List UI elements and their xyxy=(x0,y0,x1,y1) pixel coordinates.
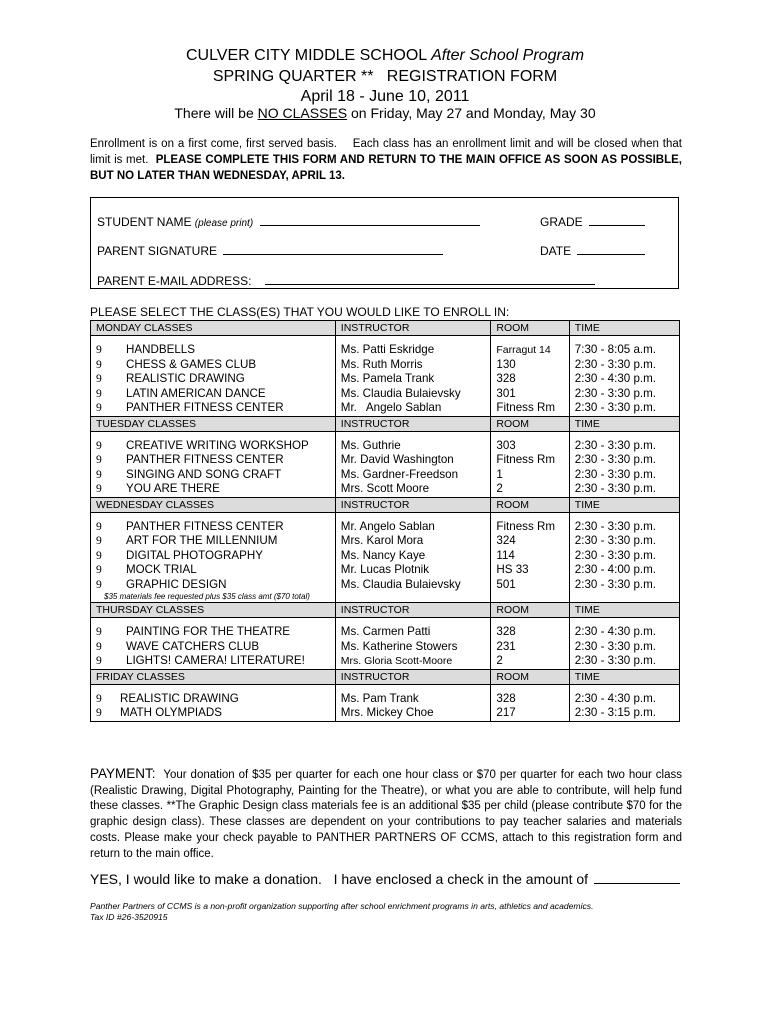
instructor: Ms. Carmen Patti xyxy=(335,625,491,640)
class-name: LATIN AMERICAN DANCE xyxy=(126,386,266,400)
table-row[interactable] xyxy=(91,692,680,707)
column-room: ROOM xyxy=(491,416,569,431)
class-name: MATH OLYMPIADS xyxy=(120,706,222,719)
email-label: PARENT E-MAIL ADDRESS: xyxy=(97,274,252,288)
time: 2:30 - 3:30 p.m. xyxy=(569,387,679,402)
class-name: CHESS & GAMES CLUB xyxy=(126,357,257,371)
instructor: Mr. David Washington xyxy=(335,453,491,468)
instructor: Ms. Nancy Kaye xyxy=(335,549,491,564)
class-name: HANDBELLS xyxy=(126,343,195,356)
time: 2:30 - 4:30 p.m. xyxy=(569,692,679,707)
table-row[interactable] xyxy=(91,563,680,578)
class-name: LIGHTS! CAMERA! LITERATURE! xyxy=(126,654,305,667)
checkbox[interactable]: 9 xyxy=(96,548,102,562)
notice-suffix: on Friday, May 27 and Monday, May 30 xyxy=(347,105,596,121)
time: 2:30 - 3:30 p.m. xyxy=(569,520,679,535)
class-name: PANTHER FITNESS CENTER xyxy=(126,401,284,414)
class-name: DIGITAL PHOTOGRAPHY xyxy=(126,548,264,562)
time: 2:30 - 4:00 p.m. xyxy=(569,563,679,578)
class-name: PANTHER FITNESS CENTER xyxy=(126,519,284,533)
room: Farragut 14 xyxy=(491,343,569,358)
table-row[interactable] xyxy=(91,549,680,564)
student-name-hint: (please print) xyxy=(194,218,254,229)
room: 2 xyxy=(491,654,569,669)
parent-signature-field[interactable] xyxy=(223,244,443,255)
checkbox[interactable]: 9 xyxy=(96,654,102,667)
checkbox[interactable]: 9 xyxy=(96,519,102,533)
instructor: Ms. Claudia Bulaievsky xyxy=(335,578,491,603)
room: 1 xyxy=(491,468,569,483)
date-field[interactable] xyxy=(577,244,645,255)
payment-paragraph xyxy=(90,766,682,862)
table-header-monday xyxy=(91,321,680,336)
footer-nonprofit-note: Panther Partners of CCMS is a non-profit organization supporting after school enrichment programs in arts, athletics and academics. xyxy=(90,901,594,911)
time: 7:30 - 8:05 a.m. xyxy=(569,343,679,358)
checkbox[interactable]: 9 xyxy=(96,706,102,719)
table-row[interactable] xyxy=(91,358,680,373)
column-time: TIME xyxy=(569,603,679,618)
table-row[interactable] xyxy=(91,439,680,454)
school-name: CULVER CITY MIDDLE SCHOOL xyxy=(185,47,427,64)
student-name-row xyxy=(97,215,480,231)
table-row[interactable] xyxy=(91,482,680,497)
instructor: Mr. Angelo Sablan xyxy=(335,401,491,416)
payment-text: Your donation of $35 per quarter for each one hour class or $70 per quarter for each two hour class (Realistic Drawing, Digital Photography, Painting for the Theatre), or what you are able to contribute, will help fund these classes. **The Graphic Design class materials fee is an additional $35 per child (please contribute $70 for the graphic design class). These classes are dependent on your contributions to pay teacher salaries and materials costs. Please make your check payable to PANTHER PARTNERS OF CCMS, attach to this registration form and return to the main office. xyxy=(90,769,683,860)
day-heading: FRIDAY CLASSES xyxy=(91,669,336,684)
checkbox[interactable]: 9 xyxy=(96,438,102,452)
time: 2:30 - 3:30 p.m. xyxy=(569,578,679,603)
table-header-tuesday xyxy=(91,416,680,431)
student-info-box xyxy=(90,197,679,289)
table-row[interactable] xyxy=(91,640,680,655)
time: 2:30 - 3:30 p.m. xyxy=(569,453,679,468)
room: 328 xyxy=(491,625,569,640)
class-name: GRAPHIC DESIGN xyxy=(126,577,227,591)
instructor: Ms. Patti Eskridge xyxy=(335,343,491,358)
time: 2:30 - 3:30 p.m. xyxy=(569,439,679,454)
class-name: CREATIVE WRITING WORKSHOP xyxy=(126,438,309,452)
instructor: Ms. Guthrie xyxy=(335,439,491,454)
room: Fitness Rm xyxy=(491,453,569,468)
enrollment-text: Enrollment is on a first come, first served basis. Each class has an enrollment limit and will be closed when that limit is met. xyxy=(90,138,686,166)
column-time: TIME xyxy=(569,497,679,512)
room: 130 xyxy=(491,358,569,373)
grade-label: GRADE xyxy=(540,215,583,229)
table-row[interactable] xyxy=(91,520,680,535)
footer-tax-id: Tax ID #26-3520915 xyxy=(90,912,168,922)
instructor: Ms. Pam Trank xyxy=(335,692,491,707)
parent-signature-row xyxy=(97,244,443,258)
parent-signature-label: PARENT SIGNATURE xyxy=(97,244,218,258)
footer xyxy=(90,901,690,923)
instructor: Mrs. Scott Moore xyxy=(335,482,491,497)
instructor: Mr. Angelo Sablan xyxy=(335,520,491,535)
instructor: Ms. Claudia Bulaievsky xyxy=(335,387,491,402)
notice-prefix: There will be xyxy=(174,105,258,121)
column-instructor: INSTRUCTOR xyxy=(335,497,491,512)
column-room: ROOM xyxy=(491,603,569,618)
checkbox[interactable]: 9 xyxy=(96,577,102,591)
instructor: Mr. Lucas Plotnik xyxy=(335,563,491,578)
room: 2 xyxy=(491,482,569,497)
enrollment-deadline: PLEASE COMPLETE THIS FORM AND RETURN TO THE MAIN OFFICE AS SOON AS POSSIBLE, BUT NO LATER THAN WEDNESDAY, APRIL 13. xyxy=(90,154,683,182)
date-label: DATE xyxy=(540,244,572,258)
materials-fee-note: $35 materials fee requested plus $35 class amt ($70 total) xyxy=(104,592,310,601)
time: 2:30 - 3:30 p.m. xyxy=(569,534,679,549)
time: 2:30 - 3:30 p.m. xyxy=(569,358,679,373)
instructor: Ms. Katherine Stowers xyxy=(335,640,491,655)
enrollment-instructions xyxy=(90,136,686,184)
program-name: After School Program xyxy=(431,47,585,64)
table-row[interactable] xyxy=(91,453,680,468)
grade-field[interactable] xyxy=(589,215,645,226)
checkbox[interactable]: 9 xyxy=(96,357,102,371)
column-time: TIME xyxy=(569,669,679,684)
date-range: April 18 - June 10, 2011 xyxy=(300,88,470,105)
donation-line xyxy=(90,870,680,888)
school-title xyxy=(0,46,770,66)
column-instructor: INSTRUCTOR xyxy=(335,669,491,684)
room: 303 xyxy=(491,439,569,454)
class-name: YOU ARE THERE xyxy=(126,482,220,495)
notice-emphasis: NO CLASSES xyxy=(257,105,348,121)
instructor: Mrs. Karol Mora xyxy=(335,534,491,549)
table-row[interactable] xyxy=(91,343,680,358)
instructor: Mrs. Mickey Choe xyxy=(335,706,491,721)
table-header-thursday xyxy=(91,603,680,618)
time: 2:30 - 3:30 p.m. xyxy=(569,482,679,497)
checkbox[interactable]: 9 xyxy=(96,639,102,653)
email-field[interactable] xyxy=(265,274,595,285)
checkbox[interactable]: 9 xyxy=(96,534,102,547)
email-row xyxy=(97,274,595,288)
checkbox[interactable]: 9 xyxy=(96,386,102,400)
checkbox[interactable]: 9 xyxy=(96,467,102,481)
donation-amount-field[interactable] xyxy=(594,871,680,884)
class-name: PANTHER FITNESS CENTER xyxy=(126,453,284,466)
table-row[interactable] xyxy=(91,534,680,549)
room: 217 xyxy=(491,706,569,721)
checkbox[interactable]: 9 xyxy=(96,401,102,414)
checkbox[interactable]: 9 xyxy=(96,625,102,638)
checkbox[interactable]: 9 xyxy=(96,691,102,705)
table-header-friday xyxy=(91,669,680,684)
column-room: ROOM xyxy=(491,497,569,512)
time: 2:30 - 3:30 p.m. xyxy=(569,401,679,416)
column-instructor: INSTRUCTOR xyxy=(335,321,491,336)
class-table xyxy=(90,320,680,722)
table-row[interactable] xyxy=(91,372,680,387)
class-name: SINGING AND SONG CRAFT xyxy=(126,467,282,481)
date-row xyxy=(540,244,645,258)
table-row[interactable] xyxy=(91,468,680,483)
column-time: TIME xyxy=(569,321,679,336)
column-time: TIME xyxy=(569,416,679,431)
table-row[interactable] xyxy=(91,706,680,721)
student-name-field[interactable] xyxy=(260,215,480,226)
donation-text: YES, I would like to make a donation. I have enclosed a check in the amount of xyxy=(90,871,589,887)
day-heading: THURSDAY CLASSES xyxy=(91,603,336,618)
checkbox[interactable]: 9 xyxy=(96,563,102,576)
room: 501 xyxy=(491,578,569,603)
time: 2:30 - 3:15 p.m. xyxy=(569,706,679,721)
form-title: SPRING QUARTER ** REGISTRATION FORM xyxy=(212,68,558,85)
class-name: WAVE CATCHERS CLUB xyxy=(126,639,260,653)
room: 231 xyxy=(491,640,569,655)
day-heading: WEDNESDAY CLASSES xyxy=(91,497,336,512)
table-row[interactable] xyxy=(91,401,680,416)
time: 2:30 - 3:30 p.m. xyxy=(569,468,679,483)
room: HS 33 xyxy=(491,563,569,578)
room: 114 xyxy=(491,549,569,564)
table-header-wednesday xyxy=(91,497,680,512)
instructor: Ms. Gardner-Freedson xyxy=(335,468,491,483)
room: 301 xyxy=(491,387,569,402)
no-classes-notice xyxy=(0,104,770,122)
class-name: PAINTING FOR THE THEATRE xyxy=(126,625,291,638)
student-name-label: STUDENT NAME xyxy=(97,215,195,229)
table-row[interactable] xyxy=(91,654,680,669)
time: 2:30 - 4:30 p.m. xyxy=(569,625,679,640)
grade-row xyxy=(540,215,645,229)
payment-heading: PAYMENT: xyxy=(90,766,156,781)
instructor: Ms. Pamela Trank xyxy=(335,372,491,387)
checkbox[interactable]: 9 xyxy=(96,482,102,495)
checkbox[interactable]: 9 xyxy=(96,453,102,466)
table-row[interactable] xyxy=(91,578,680,603)
instructor: Mrs. Gloria Scott-Moore xyxy=(335,654,491,669)
column-instructor: INSTRUCTOR xyxy=(335,416,491,431)
room: 324 xyxy=(491,534,569,549)
column-room: ROOM xyxy=(491,669,569,684)
table-row[interactable] xyxy=(91,625,680,640)
table-row[interactable] xyxy=(91,387,680,402)
instructor: Ms. Ruth Morris xyxy=(335,358,491,373)
day-heading: TUESDAY CLASSES xyxy=(91,416,336,431)
room: 328 xyxy=(491,692,569,707)
time: 2:30 - 3:30 p.m. xyxy=(569,640,679,655)
checkbox[interactable]: 9 xyxy=(96,372,102,385)
room: Fitness Rm xyxy=(491,520,569,535)
class-name: REALISTIC DRAWING xyxy=(126,372,245,385)
room: Fitness Rm xyxy=(491,401,569,416)
select-classes-label: PLEASE SELECT THE CLASS(ES) THAT YOU WOULD LIKE TO ENROLL IN: xyxy=(90,305,510,319)
time: 2:30 - 3:30 p.m. xyxy=(569,654,679,669)
time: 2:30 - 4:30 p.m. xyxy=(569,372,679,387)
column-instructor: INSTRUCTOR xyxy=(335,603,491,618)
column-room: ROOM xyxy=(491,321,569,336)
class-name: MOCK TRIAL xyxy=(126,563,197,576)
class-name: REALISTIC DRAWING xyxy=(120,691,239,705)
checkbox[interactable]: 9 xyxy=(96,343,102,356)
time: 2:30 - 3:30 p.m. xyxy=(569,549,679,564)
class-name: ART FOR THE MILLENNIUM xyxy=(126,534,278,547)
room: 328 xyxy=(491,372,569,387)
day-heading: MONDAY CLASSES xyxy=(91,321,336,336)
